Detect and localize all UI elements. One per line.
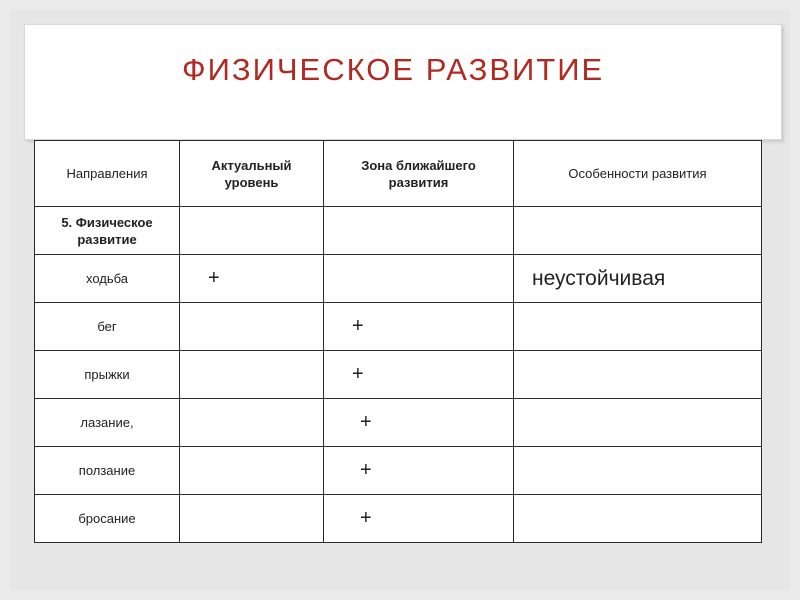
cell-features bbox=[514, 399, 762, 447]
table-row bbox=[35, 399, 762, 447]
development-table bbox=[34, 140, 761, 542]
cell-direction: лазание, bbox=[35, 399, 180, 447]
table-header-row bbox=[35, 141, 762, 207]
cell-actual bbox=[180, 207, 324, 255]
cell-features bbox=[514, 447, 762, 495]
cell-zone: + bbox=[324, 351, 514, 399]
cell-actual: + bbox=[180, 255, 324, 303]
header-features: Особенности развития bbox=[514, 141, 762, 207]
cell-features: неустойчивая bbox=[514, 255, 762, 303]
cell-actual bbox=[180, 447, 324, 495]
cell-direction: бросание bbox=[35, 495, 180, 543]
cell-direction: ходьба bbox=[35, 255, 180, 303]
cell-zone bbox=[324, 255, 514, 303]
table-row bbox=[35, 351, 762, 399]
cell-actual bbox=[180, 399, 324, 447]
table-row bbox=[35, 207, 762, 255]
cell-features bbox=[514, 207, 762, 255]
cell-direction: ползание bbox=[35, 447, 180, 495]
header-actual-level: Актуальный уровень bbox=[180, 141, 324, 207]
cell-zone: + bbox=[324, 399, 514, 447]
cell-features bbox=[514, 303, 762, 351]
table bbox=[34, 140, 762, 543]
cell-zone: + bbox=[324, 447, 514, 495]
cell-direction: бег bbox=[35, 303, 180, 351]
table-row bbox=[35, 255, 762, 303]
cell-direction: 5. Физическое развитие bbox=[35, 207, 180, 255]
cell-actual bbox=[180, 303, 324, 351]
cell-zone: + bbox=[324, 303, 514, 351]
cell-direction: прыжки bbox=[35, 351, 180, 399]
cell-actual bbox=[180, 495, 324, 543]
cell-features bbox=[514, 495, 762, 543]
slide-title: ФИЗИЧЕСКОЕ РАЗВИТИЕ bbox=[182, 52, 605, 87]
table-row bbox=[35, 303, 762, 351]
cell-zone: + bbox=[324, 495, 514, 543]
cell-features bbox=[514, 351, 762, 399]
cell-actual bbox=[180, 351, 324, 399]
header-directions: Направления bbox=[35, 141, 180, 207]
table-row bbox=[35, 495, 762, 543]
cell-zone bbox=[324, 207, 514, 255]
table-row bbox=[35, 447, 762, 495]
header-proximal-zone: Зона ближайшего развития bbox=[324, 141, 514, 207]
